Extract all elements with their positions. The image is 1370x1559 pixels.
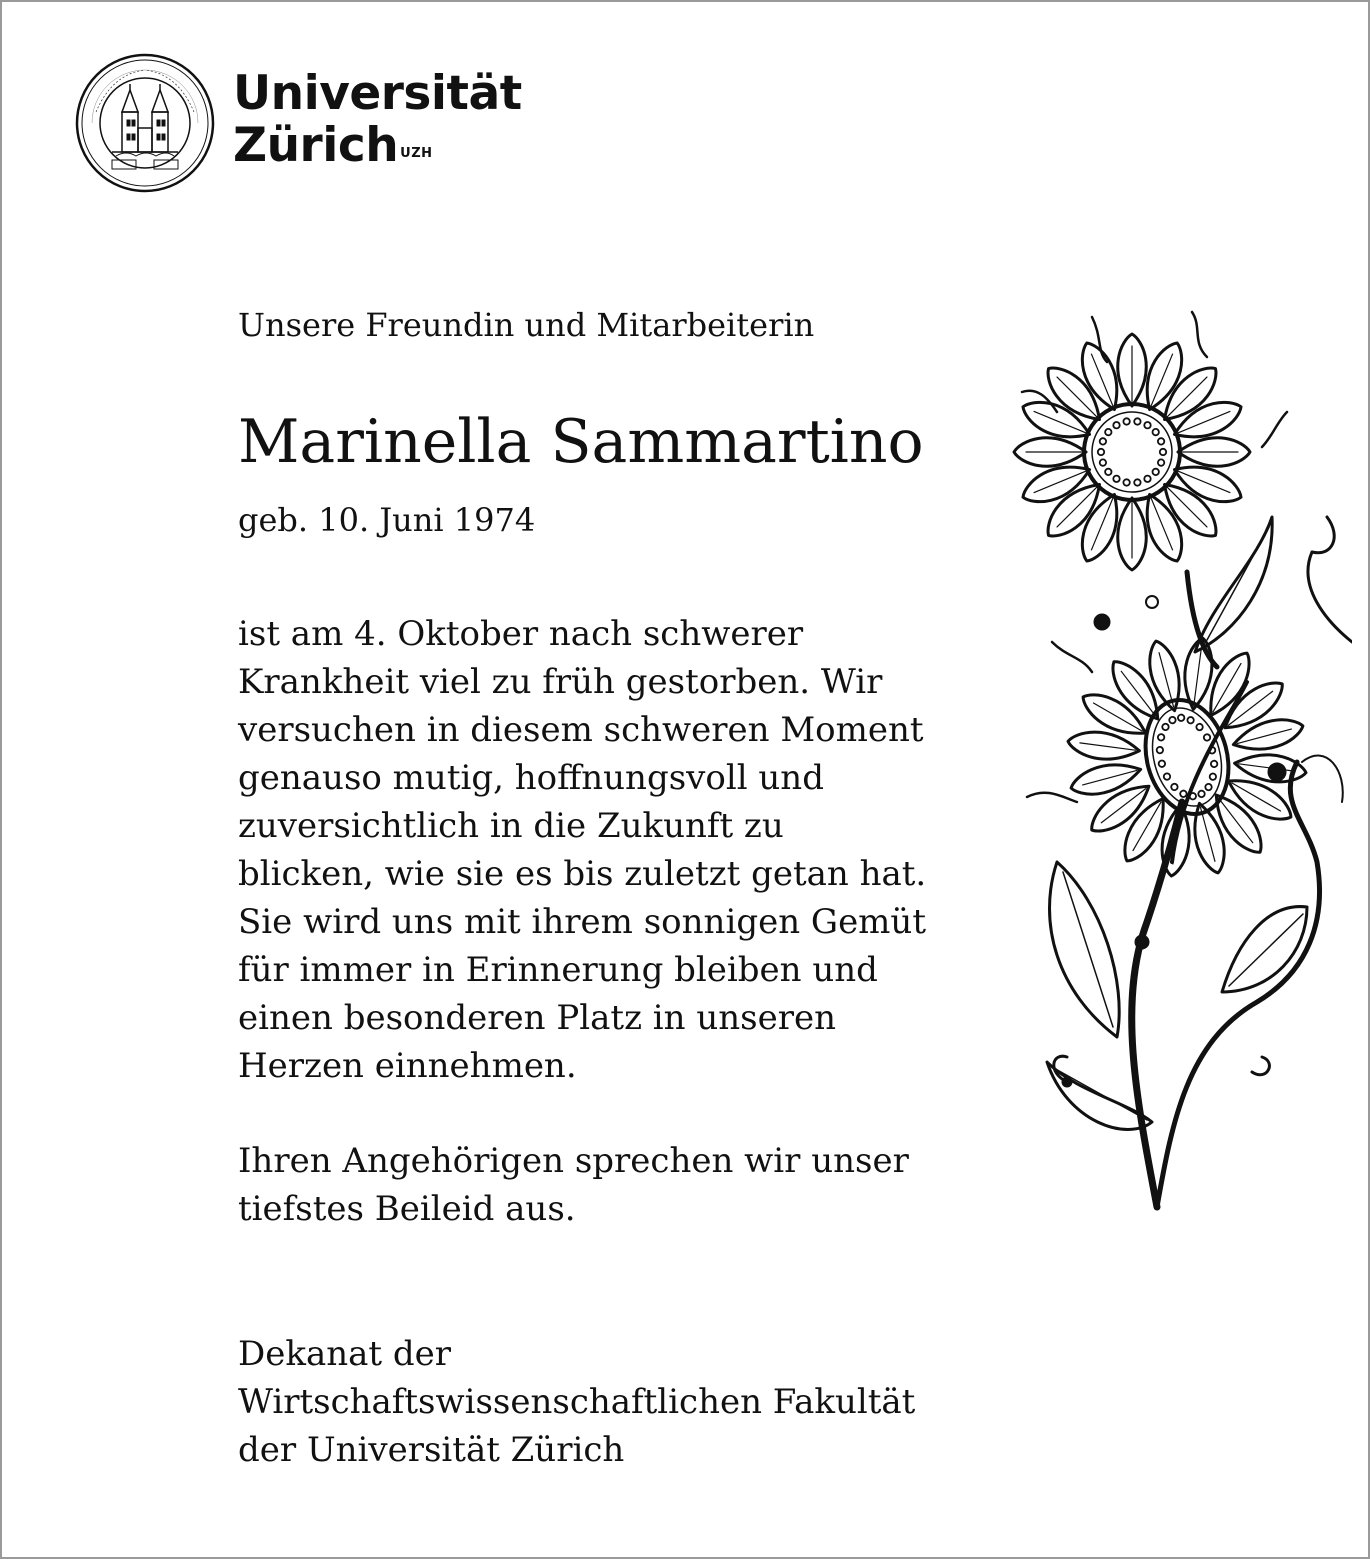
logo-line-2	[233, 120, 522, 172]
body-line: ist am 4. Oktober nach schwerer	[238, 614, 804, 654]
seed	[1123, 479, 1129, 485]
signature-line: der Universität Zürich	[238, 1430, 625, 1470]
logo-superscript: UZH	[400, 146, 433, 161]
petal-vein	[1167, 487, 1207, 527]
seed	[1100, 459, 1106, 465]
condolence-line: tiefstes Beileid aus.	[238, 1189, 576, 1229]
signature-line: Wirtschaftswissenschaftlichen Fakultät	[238, 1382, 916, 1422]
seed	[1157, 733, 1165, 741]
seed	[1134, 418, 1140, 424]
seed	[1153, 469, 1159, 475]
petal-vein	[1194, 650, 1201, 706]
seed	[1134, 479, 1140, 485]
seed	[1187, 716, 1195, 724]
petal-vein	[1083, 770, 1137, 784]
body-line: zuversichtlich in die Zukunft zu	[238, 806, 784, 846]
seed	[1198, 790, 1206, 798]
seed	[1210, 760, 1218, 768]
seed	[1144, 476, 1150, 482]
seed	[1156, 746, 1164, 754]
notice-body	[238, 610, 926, 1090]
petal-vein	[1167, 377, 1207, 417]
intro-line: Unsere Freundin und Mitarbeiterin	[238, 306, 815, 344]
body-line: versuchen in diesem schweren Moment	[238, 710, 924, 750]
seed	[1105, 429, 1111, 435]
seed	[1144, 422, 1150, 428]
body-line: einen besonderen Platz in unseren	[238, 998, 837, 1038]
seed	[1203, 734, 1211, 742]
seed	[1153, 429, 1159, 435]
petal-vein	[1057, 377, 1097, 417]
seed	[1177, 714, 1185, 722]
body-line: Herzen einnehmen.	[238, 1046, 577, 1086]
seed	[1171, 783, 1179, 791]
seed	[1113, 476, 1119, 482]
seed	[1113, 422, 1119, 428]
seed	[1205, 783, 1213, 791]
body-line: für immer in Erinnerung bleiben und	[238, 950, 878, 990]
seed	[1123, 418, 1129, 424]
sunflower-illustration-icon	[1007, 302, 1352, 1217]
university-seal-icon	[74, 52, 216, 194]
seed	[1158, 438, 1164, 444]
petal-vein	[1057, 487, 1097, 527]
petal-vein	[1237, 729, 1291, 743]
seed	[1098, 449, 1104, 455]
seed	[1160, 449, 1166, 455]
university-logo-wordmark	[233, 68, 522, 172]
body-line: blicken, wie sie es bis zuletzt getan hat.	[238, 854, 927, 894]
seed	[1105, 469, 1111, 475]
seed	[1163, 773, 1171, 781]
seed	[1162, 723, 1170, 731]
seed	[1158, 459, 1164, 465]
petal-vein	[1159, 653, 1173, 707]
condolence-line: Ihren Angehörigen sprechen wir unser	[238, 1141, 909, 1181]
logo-line-2-text: Zürich	[233, 118, 399, 173]
seed	[1196, 723, 1204, 731]
seed	[1100, 438, 1106, 444]
body-line: genauso mutig, hoffnungsvoll und	[238, 758, 824, 798]
signature-block	[238, 1330, 915, 1474]
seed	[1209, 773, 1217, 781]
condolence-text	[238, 1137, 909, 1233]
signature-line: Dekanat der	[238, 1334, 452, 1374]
seed	[1179, 790, 1187, 798]
seed	[1169, 716, 1177, 724]
deceased-name: Marinella Sammartino	[238, 407, 924, 477]
petal-vein	[1200, 807, 1214, 861]
seed	[1158, 760, 1166, 768]
logo-line-1: Universität	[233, 66, 522, 121]
petal-vein	[1080, 743, 1136, 750]
body-line: Krankheit viel zu früh gestorben. Wir	[238, 662, 883, 702]
body-line: Sie wird uns mit ihrem sonnigen Gemüt	[238, 902, 926, 942]
birth-date: geb. 10. Juni 1974	[238, 501, 536, 539]
